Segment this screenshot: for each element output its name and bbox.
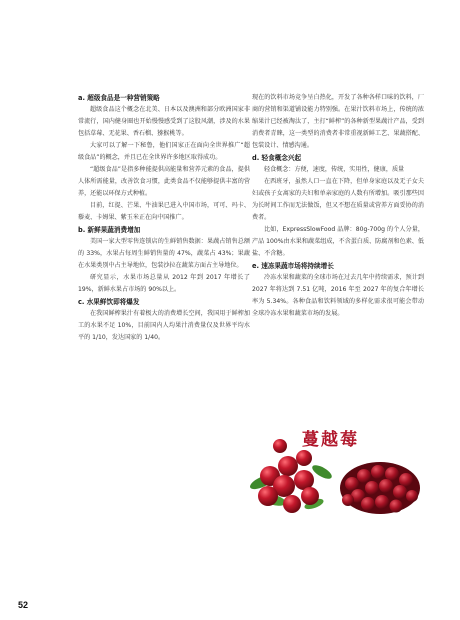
paragraph: 研究显示，水果市场总量从 2012 年到 2017 年增长了 19%，新鲜水果占市场的 90%以上。 xyxy=(78,274,250,293)
page-number: 52 xyxy=(18,600,29,610)
figure-title: 蔓越莓 xyxy=(302,430,359,450)
paragraph: 在西班牙，虽然人口一直在下降，但单身家庭以及无子女夫妇或孩子女离家的夫妇和单亲家庭的人数有所增加。吸引那些因为长时间工作而无法做饭，但又不想在质量或营养方面妥协的消费者。 xyxy=(252,178,424,221)
right-column xyxy=(252,92,424,320)
section-heading-d: d. 轻食概念兴起 xyxy=(252,154,302,162)
paragraph: 超级食品这个概念在北美、日本以及澳洲和部分欧洲国家非常流行，国内健身圈也开始慢慢感受到了这股风潮，涉及的水果包括草莓、无花果、香石榴、猕猴桃等。 xyxy=(78,106,250,137)
section-heading-a: a. 超级食品是一种营销策略 xyxy=(78,94,160,102)
paragraph: 大家可以了解一下秘鲁，他们国家正在面向全世界推广“超级食品”的概念，并且已在全世界许多地区取得成功。 xyxy=(78,142,250,161)
cranberry-heap xyxy=(340,462,420,514)
paragraph: 轻食概念：方便，速度，传统，实用性，健康，质量 xyxy=(264,166,405,173)
left-column xyxy=(78,92,250,344)
section-heading-e: e. 速冻果蔬市场将持续增长 xyxy=(252,262,334,270)
paragraph: “超级食品”是指多种能提供高能量和营养元素的食品，提供人体所需能量，改善饮食习惯，此类食品不仅能够提供丰富的营养，还能以环保方式种植。 xyxy=(78,166,250,197)
section-heading-b: b. 新鲜果蔬消费增加 xyxy=(78,226,141,234)
paragraph: 在我国鲜榨果汁有着极大的消费增长空间，我国用于鲜榨加工的水果不足 10%，目前国内人均果汁消费量仅及世界平均水平的 1/10，发达国家的 1/40。 xyxy=(78,310,250,341)
paragraph: 冷冻水果和蔬菜的全球市场在过去几年中持续需求，预计到 2027 年将达到 7.51 亿吨，2016 年至 2027 年的复合年增长率为 5.34%。各种食品和饮料领域的多样化需求很可能会带动全球冷冻水果和蔬菜市场的发展。 xyxy=(252,274,424,317)
cranberry-cluster xyxy=(258,439,319,513)
paragraph: 目前，红提、芒果、牛油果已进入中国市场，可可、玛卡、藜麦、卡姆果、紫玉米正在向中国推广。 xyxy=(78,202,250,221)
paragraph: 比如，ExpressSlowFood 品牌：80g-700g 的个人分量，产品 100%由水果和蔬菜组成，不含蛋白质、防腐剂和色素、低盐、不含糖。 xyxy=(252,226,424,257)
paragraph: 美国一家大型零售连锁店的生鲜销售数据：果蔬占销售总额的 33%，水果占每周生鲜销售量的 47%，蔬菜占 43%；果蔬在水果类别中占主导地位，包装沙拉在蔬菜方面占主导地位。 xyxy=(78,238,250,269)
section-heading-c: c. 水果鲜饮即将爆发 xyxy=(78,298,140,306)
paragraph: 现在的饮料市场竞争呈白热化，开发了各种各样口味的饮料，厂商的营销和渠道铺设能力特别强。在果汁饮料市场上，传统的浓缩果汁已经被淘汰了，主打“鲜榨”的各种新型果蔬汁产品，受到消费者青睐，这一类型的消费者非常重视新鲜工艺、果蔬搭配、包装设计、情感沟通。 xyxy=(252,94,424,149)
